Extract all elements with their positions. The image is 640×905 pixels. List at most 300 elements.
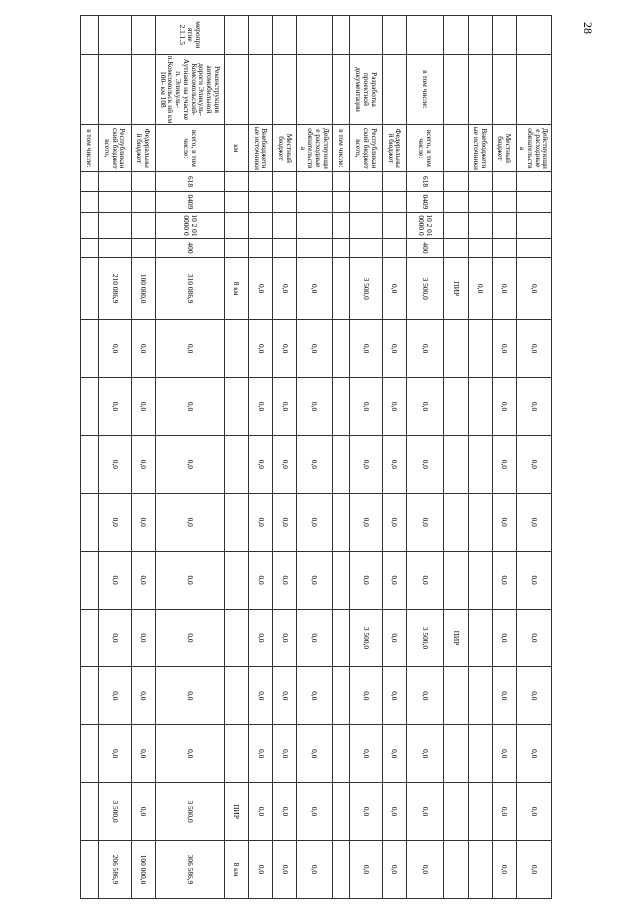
table-row: [444, 16, 468, 899]
table-cell-col11: 0,0: [155, 435, 224, 493]
table-cell-col5: [516, 191, 551, 212]
table-cell-col8: 3 500,0: [407, 258, 444, 320]
table-cell-col3: всего, в том числе:: [407, 125, 444, 172]
table-cell-col6: [225, 213, 249, 239]
table-cell-col16: 0,0: [155, 725, 224, 783]
table-cell-col14: 0,0: [516, 609, 551, 667]
budget-table: [80, 15, 552, 899]
table-cell-col14: ПИР: [444, 609, 468, 667]
table-row: [297, 16, 332, 899]
table-cell-col8: 0,0: [297, 258, 332, 320]
table-cell-col6: [131, 213, 155, 239]
table-cell-col15: 0,0: [407, 667, 444, 725]
table-cell-col18: 0,0: [350, 840, 383, 898]
table-cell-col15: 0,0: [249, 667, 273, 725]
table-cell-col14: [332, 609, 350, 667]
table-cell-col15: [81, 667, 99, 725]
table-cell-col8: 0,0: [249, 258, 273, 320]
table-cell-col14: [81, 609, 99, 667]
table-cell-col4: [516, 172, 551, 191]
table-cell-col5: [131, 191, 155, 212]
table-cell-col12: 0,0: [297, 493, 332, 551]
table-cell-col3: всего, в том числе:: [155, 125, 224, 172]
table-cell-col2: [332, 54, 350, 125]
table-cell-col16: 0,0: [297, 725, 332, 783]
table-cell-col12: 0,0: [131, 493, 155, 551]
table-cell-col5: [81, 191, 99, 212]
table-cell-col3: Действующи е расходные обязательств а: [297, 125, 332, 172]
table-cell-col13: [225, 551, 249, 609]
table-cell-col12: 0,0: [492, 493, 516, 551]
table-cell-col16: [444, 725, 468, 783]
table-cell-col6: [383, 213, 407, 239]
table-cell-col15: 0,0: [492, 667, 516, 725]
table-cell-col18: [332, 840, 350, 898]
table-cell-col9: [444, 320, 468, 378]
table-cell-col10: [468, 378, 492, 436]
table-cell-col3: [444, 125, 468, 172]
table-cell-col5: 0409: [407, 191, 444, 212]
table-cell-col11: 0,0: [383, 435, 407, 493]
table-cell-col8: 0,0: [516, 258, 551, 320]
table-cell-col16: 0,0: [383, 725, 407, 783]
table-cell-col12: 0,0: [98, 493, 131, 551]
table-cell-col9: 0,0: [98, 320, 131, 378]
table-cell-col4: [492, 172, 516, 191]
table-cell-col18: 0,0: [249, 840, 273, 898]
rotated-table-container: [80, 15, 552, 899]
table-cell-col1: меропри ятие 2.1.1.5: [155, 16, 224, 55]
table-cell-col11: 0,0: [273, 435, 297, 493]
table-cell-col4: [444, 172, 468, 191]
table-cell-col8: 100 000,0: [131, 258, 155, 320]
table-cell-col13: 0,0: [350, 551, 383, 609]
table-cell-col4: [98, 172, 131, 191]
table-cell-col5: [492, 191, 516, 212]
table-cell-col12: 0,0: [273, 493, 297, 551]
table-cell-col13: [332, 551, 350, 609]
table-cell-col9: 0,0: [155, 320, 224, 378]
table-row: [81, 16, 99, 899]
table-cell-col3: Федеральны й бюджет: [131, 125, 155, 172]
table-cell-col7: [98, 238, 131, 257]
table-row: [516, 16, 551, 899]
table-cell-col6: [297, 213, 332, 239]
table-cell-col11: [81, 435, 99, 493]
table-cell-col12: 0,0: [350, 493, 383, 551]
table-cell-col10: 0,0: [98, 378, 131, 436]
table-cell-col9: 0,0: [407, 320, 444, 378]
table-cell-col10: 0,0: [273, 378, 297, 436]
table-cell-col10: 0,0: [249, 378, 273, 436]
table-cell-col1: [332, 16, 350, 55]
table-cell-col2: [273, 54, 297, 125]
table-cell-col1: [492, 16, 516, 55]
table-cell-col2: [297, 54, 332, 125]
table-cell-col7: [383, 238, 407, 257]
table-row: [332, 16, 350, 899]
table-cell-col4: [332, 172, 350, 191]
table-cell-col18: 100 000,0: [131, 840, 155, 898]
table-cell-col4: [350, 172, 383, 191]
table-cell-col1: [444, 16, 468, 55]
table-cell-col9: 0,0: [131, 320, 155, 378]
table-cell-col5: [225, 191, 249, 212]
table-cell-col17: 0,0: [407, 783, 444, 841]
table-cell-col2: [383, 54, 407, 125]
table-cell-col12: 0,0: [516, 493, 551, 551]
table-cell-col18: [468, 840, 492, 898]
table-cell-col4: [383, 172, 407, 191]
table-cell-col3: в том числе:: [81, 125, 99, 172]
table-cell-col4: [468, 172, 492, 191]
table-cell-col15: 0,0: [131, 667, 155, 725]
table-cell-col7: [444, 238, 468, 257]
table-cell-col12: [332, 493, 350, 551]
table-cell-col8: 8 км: [225, 258, 249, 320]
table-cell-col6: [516, 213, 551, 239]
table-cell-col17: ПИР: [225, 783, 249, 841]
table-cell-col2: Реконструкция автомобильной дороги Эликуль-Комсомольский-Аутнаяи на участке п. Эликуль-п.Комсомольск ий км 100- км 108: [155, 54, 224, 125]
table-cell-col17: 0,0: [350, 783, 383, 841]
table-cell-col8: 0,0: [383, 258, 407, 320]
table-cell-col7: [516, 238, 551, 257]
table-cell-col13: 0,0: [98, 551, 131, 609]
table-cell-col9: 0,0: [383, 320, 407, 378]
table-row: [468, 16, 492, 899]
table-cell-col9: [81, 320, 99, 378]
table-cell-col5: [468, 191, 492, 212]
table-cell-col5: [444, 191, 468, 212]
table-cell-col7: 400: [155, 238, 224, 257]
table-cell-col2: [131, 54, 155, 125]
table-cell-col4: [81, 172, 99, 191]
table-cell-col2: [249, 54, 273, 125]
table-cell-col17: 0,0: [516, 783, 551, 841]
table-cell-col2: [516, 54, 551, 125]
table-cell-col10: [225, 378, 249, 436]
table-cell-col3: км: [225, 125, 249, 172]
table-cell-col1: [468, 16, 492, 55]
table-cell-col17: 0,0: [131, 783, 155, 841]
table-cell-col16: 0,0: [492, 725, 516, 783]
table-cell-col7: [249, 238, 273, 257]
table-cell-col15: [225, 667, 249, 725]
table-cell-col9: 0,0: [273, 320, 297, 378]
table-cell-col12: [444, 493, 468, 551]
table-cell-col17: [81, 783, 99, 841]
table-cell-col14: 0,0: [383, 609, 407, 667]
table-cell-col13: 0,0: [383, 551, 407, 609]
table-cell-col4: 618: [407, 172, 444, 191]
table-cell-col18: 0,0: [516, 840, 551, 898]
table-cell-col14: 0,0: [297, 609, 332, 667]
table-cell-col16: 0,0: [131, 725, 155, 783]
table-cell-col15: [332, 667, 350, 725]
table-cell-col13: [81, 551, 99, 609]
table-cell-col6: [332, 213, 350, 239]
table-row: [492, 16, 516, 899]
table-cell-col13: [468, 551, 492, 609]
table-cell-col2: [444, 54, 468, 125]
table-cell-col7: [297, 238, 332, 257]
table-row: [383, 16, 407, 899]
table-cell-col5: [273, 191, 297, 212]
table-cell-col13: 0,0: [273, 551, 297, 609]
table-cell-col11: 0,0: [350, 435, 383, 493]
table-cell-col1: [383, 16, 407, 55]
table-cell-col16: 0,0: [98, 725, 131, 783]
table-cell-col10: 0,0: [383, 378, 407, 436]
table-cell-col8: 310 086,9: [155, 258, 224, 320]
table-cell-col3: Внебюджетн ые источники: [249, 125, 273, 172]
table-cell-col8: [81, 258, 99, 320]
table-cell-col1: [297, 16, 332, 55]
table-body: [81, 16, 552, 899]
table-cell-col16: 0,0: [407, 725, 444, 783]
table-cell-col16: 0,0: [350, 725, 383, 783]
table-cell-col8: 0,0: [273, 258, 297, 320]
table-cell-col15: 0,0: [297, 667, 332, 725]
table-cell-col18: 8 км: [225, 840, 249, 898]
table-cell-col12: 0,0: [155, 493, 224, 551]
table-cell-col4: [273, 172, 297, 191]
table-cell-col13: 0,0: [297, 551, 332, 609]
table-row: [155, 16, 224, 899]
table-cell-col3: Республикан ский бюджет всего,: [350, 125, 383, 172]
table-cell-col9: 0,0: [249, 320, 273, 378]
table-cell-col11: 0,0: [249, 435, 273, 493]
table-cell-col17: 3 500,0: [155, 783, 224, 841]
table-cell-col16: 0,0: [249, 725, 273, 783]
table-cell-col6: [444, 213, 468, 239]
table-cell-col18: 0,0: [492, 840, 516, 898]
table-cell-col10: 0,0: [516, 378, 551, 436]
table-cell-col16: [225, 725, 249, 783]
table-cell-col18: 306 586,9: [155, 840, 224, 898]
table-cell-col13: 0,0: [249, 551, 273, 609]
table-cell-col3: Федеральны й бюджет: [383, 125, 407, 172]
table-cell-col1: [131, 16, 155, 55]
table-cell-col13: [444, 551, 468, 609]
table-cell-col8: 0,0: [492, 258, 516, 320]
table-cell-col14: 0,0: [492, 609, 516, 667]
table-row: [131, 16, 155, 899]
table-cell-col14: 0,0: [155, 609, 224, 667]
table-cell-col17: 0,0: [273, 783, 297, 841]
table-cell-col10: [332, 378, 350, 436]
table-cell-col14: 0,0: [131, 609, 155, 667]
table-cell-col12: 0,0: [407, 493, 444, 551]
table-cell-col11: [468, 435, 492, 493]
table-row: [273, 16, 297, 899]
table-cell-col8: 0,0: [468, 258, 492, 320]
table-cell-col7: [273, 238, 297, 257]
table-cell-col2: Разработка проектной документации: [350, 54, 383, 125]
table-cell-col4: 618: [155, 172, 224, 191]
table-cell-col1: [350, 16, 383, 55]
table-cell-col2: в том числе:: [407, 54, 444, 125]
table-cell-col2: [492, 54, 516, 125]
table-cell-col18: 0,0: [383, 840, 407, 898]
table-cell-col7: [350, 238, 383, 257]
table-cell-col10: [444, 378, 468, 436]
table-cell-col3: Республикан ский бюджет всего,: [98, 125, 131, 172]
table-cell-col15: 0,0: [98, 667, 131, 725]
table-cell-col5: [98, 191, 131, 212]
table-cell-col11: 0,0: [98, 435, 131, 493]
table-cell-col6: 10 2 01 0000 0: [155, 213, 224, 239]
table-cell-col11: 0,0: [492, 435, 516, 493]
table-cell-col8: 210 086,9: [98, 258, 131, 320]
table-cell-col2: [98, 54, 131, 125]
table-cell-col10: 0,0: [492, 378, 516, 436]
table-cell-col12: 0,0: [249, 493, 273, 551]
table-cell-col1: [98, 16, 131, 55]
table-cell-col13: 0,0: [131, 551, 155, 609]
table-cell-col17: [468, 783, 492, 841]
table-cell-col7: [225, 238, 249, 257]
table-cell-col6: [81, 213, 99, 239]
table-cell-col18: 0,0: [273, 840, 297, 898]
table-cell-col18: 0,0: [407, 840, 444, 898]
table-cell-col13: 0,0: [407, 551, 444, 609]
table-cell-col5: [332, 191, 350, 212]
table-cell-col17: 3 500,0: [98, 783, 131, 841]
table-cell-col3: Внебюджетн ые источники: [468, 125, 492, 172]
table-cell-col18: [81, 840, 99, 898]
table-cell-col16: 0,0: [273, 725, 297, 783]
table-cell-col1: [225, 16, 249, 55]
table-cell-col2: [225, 54, 249, 125]
table-cell-col2: [468, 54, 492, 125]
page-number: 28: [581, 22, 595, 34]
table-cell-col9: 0,0: [492, 320, 516, 378]
table-cell-col14: [225, 609, 249, 667]
table-cell-col12: [225, 493, 249, 551]
table-cell-col3: Местный бюджет: [492, 125, 516, 172]
table-cell-col6: [249, 213, 273, 239]
table-cell-col1: [249, 16, 273, 55]
table-cell-col15: [444, 667, 468, 725]
table-cell-col3: в том числе:: [332, 125, 350, 172]
table-cell-col8: 3 500,0: [350, 258, 383, 320]
table-cell-col5: [383, 191, 407, 212]
table-cell-col11: 0,0: [297, 435, 332, 493]
table-cell-col16: [81, 725, 99, 783]
table-cell-col3: Действующи е расходные обязательств а: [516, 125, 551, 172]
table-cell-col15: 0,0: [155, 667, 224, 725]
table-cell-col14: 3 500,0: [350, 609, 383, 667]
table-row: [350, 16, 383, 899]
table-cell-col17: [332, 783, 350, 841]
table-cell-col11: [332, 435, 350, 493]
table-cell-col9: 0,0: [350, 320, 383, 378]
table-cell-col9: 0,0: [297, 320, 332, 378]
table-cell-col10: 0,0: [155, 378, 224, 436]
table-cell-col9: 0,0: [516, 320, 551, 378]
table-cell-col10: [81, 378, 99, 436]
table-cell-col18: 0,0: [297, 840, 332, 898]
table-cell-col11: 0,0: [407, 435, 444, 493]
table-cell-col15: 0,0: [383, 667, 407, 725]
table-cell-col13: 0,0: [516, 551, 551, 609]
table-cell-col7: [131, 238, 155, 257]
table-cell-col3: Местный бюджет: [273, 125, 297, 172]
table-cell-col4: [131, 172, 155, 191]
table-cell-col10: 0,0: [350, 378, 383, 436]
table-cell-col6: [350, 213, 383, 239]
table-cell-col10: 0,0: [131, 378, 155, 436]
table-cell-col4: [249, 172, 273, 191]
table-cell-col4: [297, 172, 332, 191]
table-cell-col15: [468, 667, 492, 725]
table-cell-col13: 0,0: [155, 551, 224, 609]
table-cell-col6: [98, 213, 131, 239]
table-cell-col7: [492, 238, 516, 257]
table-cell-col5: [297, 191, 332, 212]
table-row: [249, 16, 273, 899]
table-cell-col15: 0,0: [273, 667, 297, 725]
table-cell-col10: 0,0: [297, 378, 332, 436]
table-cell-col5: 0409: [155, 191, 224, 212]
table-cell-col18: 206 586,9: [98, 840, 131, 898]
table-cell-col1: [273, 16, 297, 55]
table-cell-col17: 0,0: [297, 783, 332, 841]
table-cell-col11: 0,0: [131, 435, 155, 493]
table-cell-col16: [468, 725, 492, 783]
table-cell-col7: [81, 238, 99, 257]
table-cell-col12: [81, 493, 99, 551]
table-cell-col7: [332, 238, 350, 257]
table-cell-col12: [468, 493, 492, 551]
table-cell-col15: 0,0: [350, 667, 383, 725]
table-cell-col1: [516, 16, 551, 55]
table-cell-col6: 10 2 01 0000 0: [407, 213, 444, 239]
table-cell-col12: 0,0: [383, 493, 407, 551]
table-cell-col15: 0,0: [516, 667, 551, 725]
table-cell-col9: [332, 320, 350, 378]
table-cell-col17: [444, 783, 468, 841]
table-cell-col1: [81, 16, 99, 55]
table-cell-col11: 0,0: [516, 435, 551, 493]
table-cell-col5: [350, 191, 383, 212]
table-cell-col17: 0,0: [249, 783, 273, 841]
table-cell-col2: [81, 54, 99, 125]
table-cell-col8: [332, 258, 350, 320]
table-row: [407, 16, 444, 899]
table-cell-col17: 0,0: [383, 783, 407, 841]
table-cell-col11: [225, 435, 249, 493]
table-cell-col17: 0,0: [492, 783, 516, 841]
table-cell-col1: [407, 16, 444, 55]
table-cell-col4: [225, 172, 249, 191]
table-cell-col18: [444, 840, 468, 898]
table-cell-col6: [273, 213, 297, 239]
table-cell-col16: 0,0: [516, 725, 551, 783]
table-cell-col13: 0,0: [492, 551, 516, 609]
table-cell-col14: [468, 609, 492, 667]
table-row: [98, 16, 131, 899]
table-row: [225, 16, 249, 899]
table-cell-col10: 0,0: [407, 378, 444, 436]
table-cell-col16: [332, 725, 350, 783]
table-cell-col8: ПИР: [444, 258, 468, 320]
table-cell-col7: [468, 238, 492, 257]
table-cell-col9: [225, 320, 249, 378]
table-cell-col11: [444, 435, 468, 493]
table-cell-col14: 0,0: [249, 609, 273, 667]
